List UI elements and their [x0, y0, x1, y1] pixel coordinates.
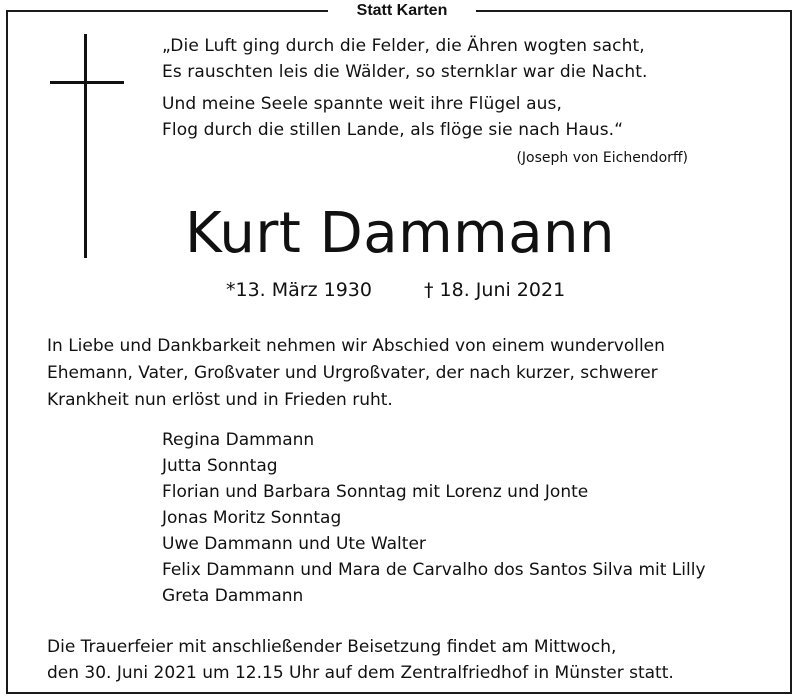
mourner-item: Greta Dammann: [162, 586, 304, 606]
ceremony-info: [47, 634, 674, 686]
mourner-item: Florian und Barbara Sonntag mit Lorenz und Jonte: [162, 482, 589, 502]
tribute-text: [47, 333, 665, 414]
ceremony-line: den 30. Juni 2021 um 12.15 Uhr auf dem Zentralfriedhof in Münster statt.: [47, 663, 674, 683]
mourners-list: [162, 427, 706, 609]
death-date: † 18. Juni 2021: [424, 279, 566, 301]
cross-horizontal-bar: [50, 81, 124, 84]
poem-line: Und meine Seele spannte weit ihre Flügel aus,: [162, 94, 562, 114]
mourner-item: Jonas Moritz Sonntag: [162, 508, 342, 528]
poem-line: „Die Luft ging durch die Felder, die Ähren wogten sacht,: [162, 36, 645, 56]
deceased-name: Kurt Dammann: [184, 201, 616, 266]
mourner-item: Regina Dammann: [162, 430, 315, 450]
poem-author: (Joseph von Eichendorff): [516, 150, 688, 166]
mourner-item: Jutta Sonntag: [162, 456, 278, 476]
mourner-item: Felix Dammann und Mara de Carvalho dos Santos Silva mit Lilly: [162, 560, 706, 580]
poem-quote: [162, 33, 648, 143]
tribute-line: Ehemann, Vater, Großvater und Urgroßvater, der nach kurzer, schwerer: [47, 363, 658, 383]
mourner-item: Uwe Dammann und Ute Walter: [162, 534, 426, 554]
poem-line: Es rauschten leis die Wälder, so sternklar war die Nacht.: [162, 62, 648, 82]
poem-line: Flog durch die stillen Lande, als flöge sie nach Haus.“: [162, 120, 624, 140]
header-label: Statt Karten: [328, 0, 476, 22]
tribute-line: Krankheit nun erlöst und in Frieden ruht.: [47, 390, 393, 410]
ceremony-line: Die Trauerfeier mit anschließender Beisetzung findet am Mittwoch,: [47, 637, 617, 657]
birth-date: *13. März 1930: [226, 279, 372, 301]
tribute-line: In Liebe und Dankbarkeit nehmen wir Abschied von einem wundervollen: [47, 336, 665, 356]
